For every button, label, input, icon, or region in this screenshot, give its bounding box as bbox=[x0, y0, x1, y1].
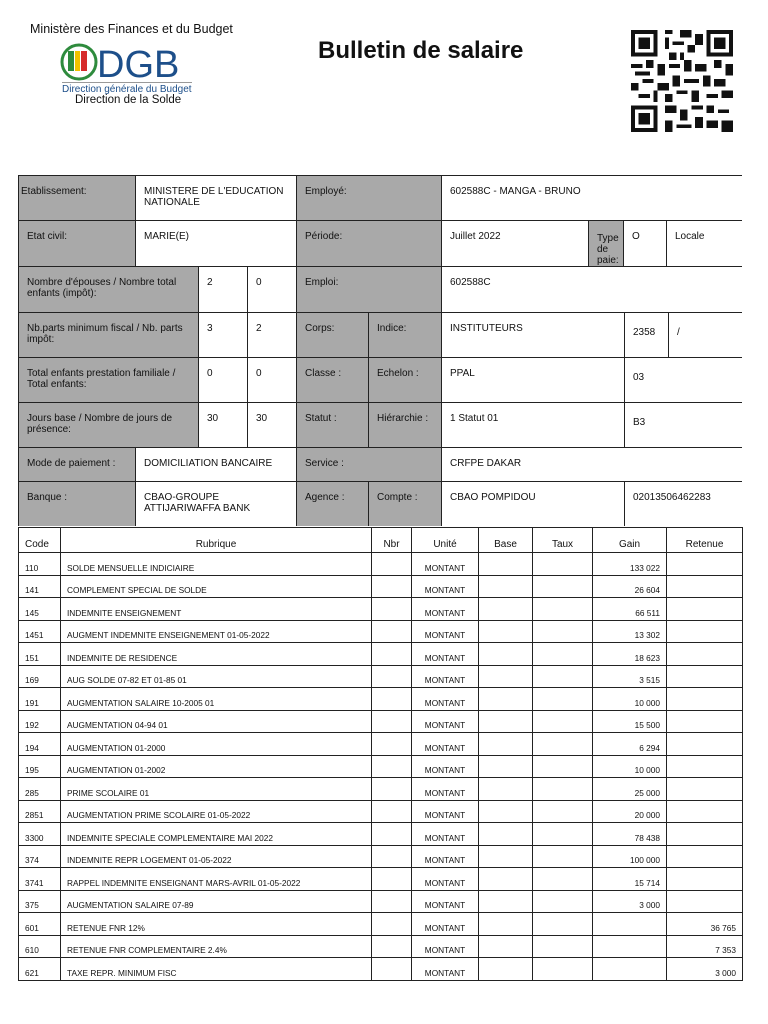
cell-unite: MONTANT bbox=[412, 733, 479, 756]
table-row bbox=[19, 800, 743, 823]
cell-nbr bbox=[372, 598, 412, 621]
cell-taux bbox=[533, 665, 593, 688]
cell-base bbox=[479, 575, 533, 598]
parts-min-value: 3 bbox=[199, 313, 248, 358]
header-unite: Unité bbox=[412, 528, 479, 553]
cell-unite: MONTANT bbox=[412, 643, 479, 666]
cell-nbr bbox=[372, 643, 412, 666]
cell-gain: 3 000 bbox=[593, 890, 667, 913]
cell-gain: 15 500 bbox=[593, 710, 667, 733]
table-row bbox=[19, 935, 743, 958]
page-title: Bulletin de salaire bbox=[318, 37, 524, 64]
jours-label: Jours base / Nombre de jours de présence: bbox=[19, 403, 199, 448]
cell-retenue bbox=[667, 868, 743, 891]
cell-unite: MONTANT bbox=[412, 688, 479, 711]
cell-base bbox=[479, 643, 533, 666]
cell-unite: MONTANT bbox=[412, 755, 479, 778]
cell-gain: 15 714 bbox=[593, 868, 667, 891]
cell-nbr bbox=[372, 710, 412, 733]
cell-gain: 10 000 bbox=[593, 688, 667, 711]
cell-code: 610 bbox=[19, 935, 61, 958]
cell-nbr bbox=[372, 665, 412, 688]
cell-rubrique: AUGMENTATION SALAIRE 07-89 bbox=[61, 890, 372, 913]
cell-base bbox=[479, 868, 533, 891]
pay-lines-table bbox=[18, 527, 743, 981]
cell-code: 141 bbox=[19, 575, 61, 598]
cell-unite: MONTANT bbox=[412, 598, 479, 621]
cell-nbr bbox=[372, 733, 412, 756]
parts-label: Nb.parts minimum fiscal / Nb. parts impôt: bbox=[19, 313, 199, 358]
table-row bbox=[19, 845, 743, 868]
cell-nbr bbox=[372, 890, 412, 913]
cell-nbr bbox=[372, 755, 412, 778]
cell-rubrique: COMPLEMENT SPECIAL DE SOLDE bbox=[61, 575, 372, 598]
cell-code: 194 bbox=[19, 733, 61, 756]
cell-retenue bbox=[667, 665, 743, 688]
table-row bbox=[19, 958, 743, 981]
cell-rubrique: INDEMNITE DE RESIDENCE bbox=[61, 643, 372, 666]
mode-paiement-value: DOMICILIATION BANCAIRE bbox=[136, 448, 297, 482]
cell-nbr bbox=[372, 553, 412, 576]
cell-gain bbox=[593, 935, 667, 958]
jours-presence-value: 30 bbox=[248, 403, 297, 448]
cell-unite: MONTANT bbox=[412, 845, 479, 868]
cell-base bbox=[479, 800, 533, 823]
cell-rubrique: INDEMNITE SPECIALE COMPLEMENTAIRE MAI 2022 bbox=[61, 823, 372, 846]
periode-value: Juillet 2022 bbox=[442, 221, 589, 267]
cell-taux bbox=[533, 710, 593, 733]
cell-unite: MONTANT bbox=[412, 553, 479, 576]
type-paie-value: O bbox=[624, 221, 667, 267]
cell-gain: 3 515 bbox=[593, 665, 667, 688]
epouses-label: Nombre d'épouses / Nombre total enfants (impôt): bbox=[19, 267, 199, 313]
table-header-row bbox=[19, 528, 743, 553]
cell-retenue bbox=[667, 800, 743, 823]
table-row bbox=[19, 868, 743, 891]
logo-subtitle: Direction générale du Budget bbox=[62, 84, 192, 95]
cell-code: 2851 bbox=[19, 800, 61, 823]
cell-retenue bbox=[667, 620, 743, 643]
cell-base bbox=[479, 665, 533, 688]
emploi-value: 602588C bbox=[442, 267, 742, 313]
table-row bbox=[19, 890, 743, 913]
cell-retenue bbox=[667, 575, 743, 598]
cell-nbr bbox=[372, 800, 412, 823]
cell-code: 1451 bbox=[19, 620, 61, 643]
cell-nbr bbox=[372, 845, 412, 868]
cell-code: 151 bbox=[19, 643, 61, 666]
cell-retenue bbox=[667, 688, 743, 711]
cell-code: 145 bbox=[19, 598, 61, 621]
table-row bbox=[19, 665, 743, 688]
cell-taux bbox=[533, 553, 593, 576]
cell-rubrique: AUGMENT INDEMNITE ENSEIGNEMENT 01-05-2022 bbox=[61, 620, 372, 643]
cell-gain bbox=[593, 913, 667, 936]
etablissement-label: Etablissement: bbox=[19, 176, 136, 221]
header-taux: Taux bbox=[533, 528, 593, 553]
employee-info-block bbox=[18, 175, 742, 526]
header-retenue: Retenue bbox=[667, 528, 743, 553]
cell-rubrique: AUGMENTATION PRIME SCOLAIRE 01-05-2022 bbox=[61, 800, 372, 823]
cell-retenue bbox=[667, 845, 743, 868]
jours-base-value: 30 bbox=[199, 403, 248, 448]
cell-retenue: 3 000 bbox=[667, 958, 743, 981]
header-nbr: Nbr bbox=[372, 528, 412, 553]
cell-code: 195 bbox=[19, 755, 61, 778]
cell-retenue bbox=[667, 890, 743, 913]
agence-value: CBAO POMPIDOU bbox=[442, 482, 625, 526]
cell-taux bbox=[533, 733, 593, 756]
table-row bbox=[19, 778, 743, 801]
statut-value: 1 Statut 01 bbox=[442, 403, 625, 448]
cell-taux bbox=[533, 643, 593, 666]
cell-taux bbox=[533, 890, 593, 913]
cell-base bbox=[479, 733, 533, 756]
emploi-label: Emploi: bbox=[297, 267, 442, 313]
banque-label: Banque : bbox=[19, 482, 136, 526]
cell-gain: 78 438 bbox=[593, 823, 667, 846]
cell-retenue bbox=[667, 710, 743, 733]
cell-taux bbox=[533, 755, 593, 778]
cell-base bbox=[479, 958, 533, 981]
cell-nbr bbox=[372, 823, 412, 846]
cell-base bbox=[479, 823, 533, 846]
etat-civil-value: MARIE(E) bbox=[136, 221, 297, 267]
banque-value: CBAO-GROUPE ATTIJARIWAFFA BANK bbox=[136, 482, 297, 526]
cell-retenue bbox=[667, 598, 743, 621]
cell-taux bbox=[533, 575, 593, 598]
cell-base bbox=[479, 890, 533, 913]
cell-base bbox=[479, 620, 533, 643]
periode-label: Période: bbox=[297, 221, 442, 267]
cell-base bbox=[479, 688, 533, 711]
header-code: Code bbox=[19, 528, 61, 553]
table-row bbox=[19, 575, 743, 598]
agence-label: Agence : bbox=[297, 482, 369, 526]
cell-taux bbox=[533, 913, 593, 936]
cell-base bbox=[479, 913, 533, 936]
corps-value: INSTITUTEURS bbox=[442, 313, 625, 358]
cell-rubrique: RETENUE FNR COMPLEMENTAIRE 2.4% bbox=[61, 935, 372, 958]
header-gain: Gain bbox=[593, 528, 667, 553]
cell-retenue bbox=[667, 553, 743, 576]
etat-civil-label: Etat civil: bbox=[19, 221, 136, 267]
cell-rubrique: RAPPEL INDEMNITE ENSEIGNANT MARS-AVRIL 01-05-2022 bbox=[61, 868, 372, 891]
indice-value: 2358 bbox=[625, 313, 669, 358]
logo-text: DGB bbox=[97, 44, 180, 86]
cell-rubrique: INDEMNITE ENSEIGNEMENT bbox=[61, 598, 372, 621]
table-row bbox=[19, 733, 743, 756]
cell-retenue bbox=[667, 733, 743, 756]
type-paie-label: Type de paie: bbox=[589, 221, 624, 267]
cell-rubrique: INDEMNITE REPR LOGEMENT 01-05-2022 bbox=[61, 845, 372, 868]
compte-value: 02013506462283 bbox=[625, 482, 742, 526]
cell-nbr bbox=[372, 913, 412, 936]
cell-base bbox=[479, 710, 533, 733]
indice-label: Indice: bbox=[369, 313, 442, 358]
enfants-impot-value: 0 bbox=[248, 267, 297, 313]
cell-nbr bbox=[372, 935, 412, 958]
cell-taux bbox=[533, 935, 593, 958]
cell-rubrique: AUGMENTATION 04-94 01 bbox=[61, 710, 372, 733]
cell-taux bbox=[533, 958, 593, 981]
cell-gain: 25 000 bbox=[593, 778, 667, 801]
qr-code-icon bbox=[628, 30, 736, 132]
table-row bbox=[19, 755, 743, 778]
cell-nbr bbox=[372, 688, 412, 711]
cell-gain: 6 294 bbox=[593, 733, 667, 756]
cell-gain: 66 511 bbox=[593, 598, 667, 621]
cell-nbr bbox=[372, 778, 412, 801]
employe-label: Employé: bbox=[297, 176, 442, 221]
service-label: Service : bbox=[297, 448, 442, 482]
cell-gain bbox=[593, 958, 667, 981]
cell-taux bbox=[533, 778, 593, 801]
table-row bbox=[19, 598, 743, 621]
table-row bbox=[19, 620, 743, 643]
cell-taux bbox=[533, 688, 593, 711]
cell-unite: MONTANT bbox=[412, 958, 479, 981]
service-value: CRFPE DAKAR bbox=[442, 448, 742, 482]
cell-taux bbox=[533, 868, 593, 891]
cell-unite: MONTANT bbox=[412, 575, 479, 598]
cell-code: 192 bbox=[19, 710, 61, 733]
cell-code: 110 bbox=[19, 553, 61, 576]
cell-code: 3741 bbox=[19, 868, 61, 891]
table-row bbox=[19, 823, 743, 846]
cell-unite: MONTANT bbox=[412, 778, 479, 801]
epouses-value: 2 bbox=[199, 267, 248, 313]
cell-retenue bbox=[667, 755, 743, 778]
employe-value: 602588C - MANGA - BRUNO bbox=[442, 176, 742, 221]
cell-code: 601 bbox=[19, 913, 61, 936]
cell-taux bbox=[533, 598, 593, 621]
cell-unite: MONTANT bbox=[412, 823, 479, 846]
cell-rubrique: PRIME SCOLAIRE 01 bbox=[61, 778, 372, 801]
cell-unite: MONTANT bbox=[412, 868, 479, 891]
cell-unite: MONTANT bbox=[412, 935, 479, 958]
etablissement-value: MINISTERE DE L'EDUCATION NATIONALE bbox=[136, 176, 297, 221]
ministry-name: Ministère des Finances et du Budget bbox=[30, 22, 233, 36]
table-row bbox=[19, 643, 743, 666]
hierarchie-value: B3 bbox=[625, 403, 742, 448]
cell-taux bbox=[533, 800, 593, 823]
indice-separator: / bbox=[669, 313, 742, 358]
cell-retenue: 7 353 bbox=[667, 935, 743, 958]
type-paie-desc: Locale bbox=[667, 221, 742, 267]
cell-unite: MONTANT bbox=[412, 665, 479, 688]
cell-code: 191 bbox=[19, 688, 61, 711]
cell-retenue bbox=[667, 823, 743, 846]
classe-value: PPAL bbox=[442, 358, 625, 403]
cell-base bbox=[479, 755, 533, 778]
cell-rubrique: AUG SOLDE 07-82 ET 01-85 01 bbox=[61, 665, 372, 688]
cell-gain: 13 302 bbox=[593, 620, 667, 643]
cell-gain: 26 604 bbox=[593, 575, 667, 598]
mode-paiement-label: Mode de paiement : bbox=[19, 448, 136, 482]
cell-gain: 133 022 bbox=[593, 553, 667, 576]
cell-nbr bbox=[372, 620, 412, 643]
parts-value: 2 bbox=[248, 313, 297, 358]
table-row bbox=[19, 710, 743, 733]
cell-unite: MONTANT bbox=[412, 890, 479, 913]
cell-unite: MONTANT bbox=[412, 800, 479, 823]
cell-rubrique: AUGMENTATION 01-2002 bbox=[61, 755, 372, 778]
cell-nbr bbox=[372, 575, 412, 598]
cell-base bbox=[479, 778, 533, 801]
table-row bbox=[19, 913, 743, 936]
cell-base bbox=[479, 935, 533, 958]
cell-unite: MONTANT bbox=[412, 710, 479, 733]
cell-rubrique: RETENUE FNR 12% bbox=[61, 913, 372, 936]
cell-gain: 20 000 bbox=[593, 800, 667, 823]
table-row bbox=[19, 553, 743, 576]
cell-retenue: 36 765 bbox=[667, 913, 743, 936]
cell-nbr bbox=[372, 958, 412, 981]
cell-base bbox=[479, 845, 533, 868]
compte-label: Compte : bbox=[369, 482, 442, 526]
enfants-total-value: 0 bbox=[248, 358, 297, 403]
enfants-label: Total enfants prestation familiale / Total enfants: bbox=[19, 358, 199, 403]
cell-taux bbox=[533, 620, 593, 643]
cell-gain: 10 000 bbox=[593, 755, 667, 778]
cell-rubrique: AUGMENTATION 01-2000 bbox=[61, 733, 372, 756]
department-name: Direction de la Solde bbox=[75, 94, 182, 106]
cell-retenue bbox=[667, 643, 743, 666]
cell-unite: MONTANT bbox=[412, 913, 479, 936]
hierarchie-label: Hiérarchie : bbox=[369, 403, 442, 448]
header-base: Base bbox=[479, 528, 533, 553]
cell-taux bbox=[533, 845, 593, 868]
classe-label: Classe : bbox=[297, 358, 369, 403]
cell-taux bbox=[533, 823, 593, 846]
echelon-value: 03 bbox=[625, 358, 742, 403]
cell-code: 169 bbox=[19, 665, 61, 688]
header-rubrique: Rubrique bbox=[61, 528, 372, 553]
cell-rubrique: TAXE REPR. MINIMUM FISC bbox=[61, 958, 372, 981]
cell-base bbox=[479, 598, 533, 621]
corps-label: Corps: bbox=[297, 313, 369, 358]
cell-gain: 18 623 bbox=[593, 643, 667, 666]
cell-code: 374 bbox=[19, 845, 61, 868]
echelon-label: Echelon : bbox=[369, 358, 442, 403]
cell-code: 285 bbox=[19, 778, 61, 801]
cell-code: 375 bbox=[19, 890, 61, 913]
cell-base bbox=[479, 553, 533, 576]
cell-gain: 100 000 bbox=[593, 845, 667, 868]
cell-rubrique: AUGMENTATION SALAIRE 10-2005 01 bbox=[61, 688, 372, 711]
cell-rubrique: SOLDE MENSUELLE INDICIAIRE bbox=[61, 553, 372, 576]
cell-retenue bbox=[667, 778, 743, 801]
statut-label: Statut : bbox=[297, 403, 369, 448]
enfants-pf-value: 0 bbox=[199, 358, 248, 403]
cell-code: 621 bbox=[19, 958, 61, 981]
cell-code: 3300 bbox=[19, 823, 61, 846]
cell-nbr bbox=[372, 868, 412, 891]
cell-unite: MONTANT bbox=[412, 620, 479, 643]
table-row bbox=[19, 688, 743, 711]
